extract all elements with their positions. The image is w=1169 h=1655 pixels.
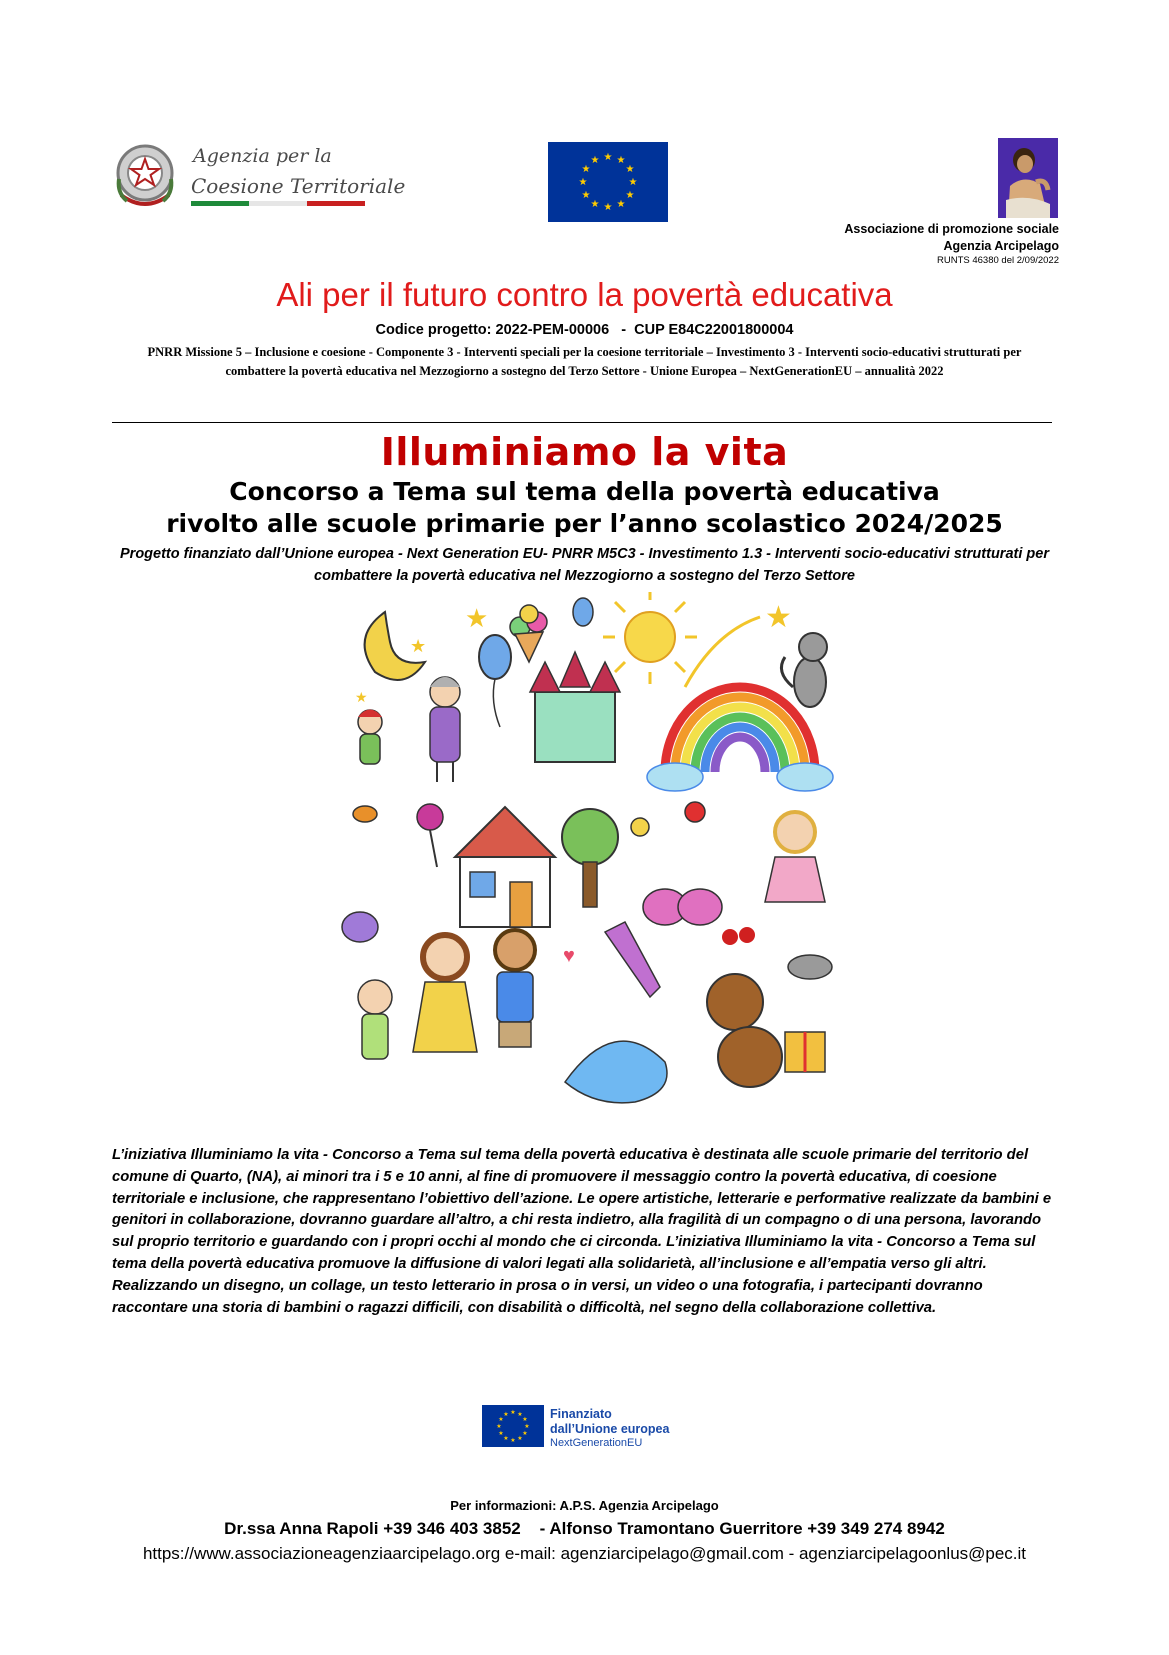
- bird-icon: [342, 912, 378, 942]
- agency-logo-line2: Coesione Territoriale: [191, 174, 406, 198]
- contest-subtitle-2: rivolto alle scuole primarie per l’anno scolastico 2024/2025: [166, 509, 1003, 538]
- svg-text:★: ★: [503, 1436, 509, 1442]
- svg-text:★: ★: [498, 1417, 504, 1423]
- children-drawing-illustration: [345, 592, 885, 1137]
- pnrr-description: PNRR Missione 5 – Inclusione e coesione - Componente 3 - Interventi speciali per la coesione territoriale – Investimento 3 - Interventi socio-educativi strutturati per combattere la povertà educativa nel Mezzogiorno a sostegno del Terzo Settore - Unione Europea – NextGenerationEU – annualità 2022: [147, 345, 1022, 378]
- girl-figure: [358, 710, 382, 765]
- pencil-icon: [605, 922, 660, 997]
- contest-title: Illuminiamo la vita: [380, 430, 789, 474]
- svg-text:★: ★: [503, 1412, 509, 1418]
- flower-icon: [631, 818, 649, 836]
- svg-text:★: ★: [522, 1431, 528, 1437]
- svg-text:★: ★: [496, 1424, 502, 1430]
- agenzia-coesione-logo: [113, 135, 406, 220]
- eu-flag-icon: [548, 142, 668, 222]
- contact-phones: Dr.ssa Anna Rapoli +39 346 403 3852 - Alfonso Tramontano Guerritore +39 349 274 8942: [224, 1519, 945, 1538]
- project-title: Ali per il futuro contro la povertà educativa: [276, 276, 893, 313]
- flower-icon: [685, 802, 705, 822]
- heart-icon: ♥: [563, 945, 575, 967]
- svg-text:★: ★: [524, 1424, 530, 1430]
- svg-text:★: ★: [581, 164, 591, 175]
- house-icon: [455, 807, 555, 927]
- star-icon: ★: [355, 689, 368, 705]
- svg-text:★: ★: [616, 199, 626, 210]
- star-icon: ★: [465, 603, 489, 633]
- castle-icon: [530, 652, 620, 762]
- children-holding-hands: [358, 930, 535, 1059]
- eu-logo-line1: Finanziato: [550, 1407, 612, 1421]
- svg-text:★: ★: [510, 1438, 516, 1444]
- divider-line: [112, 422, 1052, 423]
- balloon-icon: [479, 635, 511, 679]
- contest-subtitle-1: Concorso a Tema sul tema della povertà educativa: [229, 477, 940, 506]
- info-label: Per informazioni: A.P.S. Agenzia Arcipelago: [450, 1498, 719, 1513]
- rainbow-icon: [665, 687, 815, 772]
- republic-emblem-icon: [118, 146, 172, 204]
- svg-text:★: ★: [603, 152, 613, 163]
- website-email-links[interactable]: https://www.associazioneagenziaarcipelago.org e-mail: agenziarcipelago@gmail.com - agenziarcipelagoonlus@pec.it: [142, 1544, 1027, 1563]
- butterfly-icon: [643, 889, 722, 925]
- eu-logo-line2: dall’Unione europea: [550, 1422, 670, 1436]
- grandma-figure: [430, 677, 460, 782]
- cat-icon: [781, 633, 827, 707]
- project-code: Codice progetto: 2022-PEM-00006 - CUP E84C22001800004: [375, 322, 794, 338]
- svg-text:★: ★: [522, 1417, 528, 1423]
- svg-text:★: ★: [603, 202, 613, 213]
- contest-description: L’iniziativa Illuminiamo la vita - Concorso a Tema sul tema della povertà educativa è destinata alle scuole primarie del territorio del comune di Quarto, (NA), ai minori tra i 5 e 10 anni, al fine di promuovere il messaggio contro la povertà educativa, di coesione territoriale e inclusione, che rappresentano l’obiettivo dell’azione. Le opere artistiche, letterarie e performative realizzate da bambini e genitori in collaborazione, dovranno guardare all’altro, a chi resta indietro, alla fragilità di un compagno o di una persona, lavorando sul proprio territorio e guardando con i propri occhi al mondo che ci circonda. L’iniziativa Illuminiamo la vita - Concorso a Tema sul tema della povertà educativa promuove la diffusione di valori legati alla solidarietà, all’inclusione e all’empatia verso gli altri. Realizzando un disegno, un collage, un testo letterario in prosa o in versi, un video o una fotografia, i partecipanti dovranno raccontare una storia di bambini o ragazzi difficili, con disabilità o difficoltà, nel segno della collaborazione collettiva.: [112, 1147, 1052, 1316]
- fairy-girl-figure: [765, 812, 825, 902]
- svg-text:★: ★: [628, 177, 638, 188]
- aps-info: [844, 222, 1059, 266]
- tree-icon: [562, 809, 618, 907]
- ice-cream-icon: [510, 605, 547, 662]
- svg-text:★: ★: [517, 1436, 523, 1442]
- svg-text:★: ★: [590, 199, 600, 210]
- svg-text:★: ★: [510, 1410, 516, 1416]
- whale-icon: [565, 1041, 667, 1103]
- funding-note: Progetto finanziato dall’Unione europea - Next Generation EU- PNRR M5C3 - Investimento 1.3 - Interventi socio-educativi strutturati per combattere la povertà educativa nel Mezzogiorno a sostegno del Terzo Settore: [120, 546, 1049, 584]
- svg-text:★: ★: [578, 177, 588, 188]
- svg-text:★: ★: [590, 155, 600, 166]
- aps-type: Associazione di promozione sociale: [844, 222, 1059, 236]
- svg-text:★: ★: [581, 190, 591, 201]
- agency-logo-line1: Agenzia per la: [193, 145, 332, 167]
- eu-funded-logo: [482, 1403, 702, 1449]
- svg-text:★: ★: [625, 164, 635, 175]
- lollipop-icon: [417, 804, 443, 830]
- aps-painting-logo: [998, 138, 1058, 218]
- svg-text:★: ★: [625, 190, 635, 201]
- mouse-icon: [788, 955, 832, 979]
- svg-text:★: ★: [517, 1412, 523, 1418]
- eu-logo-line3: NextGenerationEU: [550, 1437, 643, 1449]
- svg-text:★: ★: [498, 1431, 504, 1437]
- aps-runts: RUNTS 46380 del 2/09/2022: [937, 255, 1059, 266]
- svg-text:★: ★: [616, 155, 626, 166]
- star-icon: ★: [410, 636, 427, 656]
- aps-name: Agenzia Arcipelago: [943, 239, 1059, 253]
- candy-icon: [353, 806, 377, 822]
- sun-icon: [603, 592, 697, 684]
- gift-icon: [785, 1032, 825, 1072]
- star-icon: ★: [765, 601, 792, 634]
- teddy-bear-icon: [707, 974, 782, 1087]
- cherry-icon: [739, 927, 755, 943]
- cherry-icon: [722, 929, 738, 945]
